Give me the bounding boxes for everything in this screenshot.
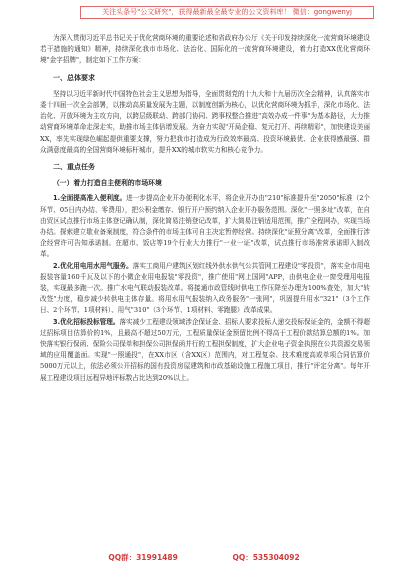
task-item-2-body: 落实工商用户建筑区划红线外供水供气公共管网工程建设"零投资"，落实全市用电报装容量160千瓦及以下的小微企业用电报装"零投资"，推广使用"网上国网"APP，由供电企业一窗受理用电报装，实现最多跑一次。推广水电气联动报装改革。将接通市政管线时供电工作压降至办理为100%查处，加大"转改签"力度，稳步减少转供电主体存量。将用水用气报装纳入政务服务"一张网"，巩固提升用水"321"（3个工作日、2个环节、1项材料）、用气"310"（3个环节、1项材料、零跑腿）改革成果。: [40, 261, 370, 315]
footer-contact: [0, 552, 408, 563]
task-item-3-lead: 3.优化招标投标管理。: [53, 317, 120, 326]
intro-paragraph: 为深入贯彻习近平总书记关于优化营商环境的重要论述和省政府办公厅《关于印发持续深化一流营商环境建设若干措施的通知》精神，持续深化我市市场化、法治化、国际化的一流营商环境建设，着力打造XX优化营商环境"金字招牌"，制定如下工作方案：: [40, 34, 370, 65]
general-requirements-paragraph: 坚持以习近平新时代中国特色社会主义思想为指导，全面贯彻党的十九大和十九届历次全会精神，认真落实市委十四届一次全会部署，以推动高质量发展为主题，以制度创新为核心，以优化营商环境为抓手，深化市场化、法治化、开放环境为主攻方向，以跨层级联动、跨部门协同、跨事权整合推进"高效办成一件事"为基本路径，大力推动营商环境革命走深走实，助推市场主体倍增发展。为奋力实现"开局企稳、复元打开、再续精彩"，加快建设美丽XX，率先实现绿色崛起提供重要支撑，努力把我市打造成为行政效率最高、投资环境最优、企业获得感最强、群众满意度最高的全国营商环境标杆城市，提升XX的城市软实力和核心竞争力。: [40, 89, 370, 154]
task-item-3-body: 落实减少工程建设领域涉企保证金、招标人要求投标人递交投标保证金的，金额不得超过招标项目估算价的1%，且最高不超过50万元，工程质量保证金预留比例不得高于工程价款结算总额的1%。加快落实银行保函、保险公司保单和担保公司担保函并行的工程担保制度，扩大企业电子资金执照在公共资源交易领域的应用覆盖面。实现"一照通投"，在XX市区（含XX区）范围内，对工程复杂、技术难度高或单项合同估算价5000万元以上，依法必须公开招标的国有投资房屋建筑和市政基础设施工程施工项目，推行"评定分离"。每年开展工程建设项目远程异地评标数占比达到20%以上。: [40, 317, 370, 382]
section-heading-general: 一、总体要求: [53, 73, 95, 82]
task-item-2: [40, 261, 370, 317]
header-banner: 关注头条号"公文研究"，获得最新最全最专业的公文资料库！ 微信：gongwenyj: [80, 6, 374, 19]
task-item-1: [40, 193, 370, 260]
footer-qq: QQ：535304092: [232, 553, 300, 562]
document-body: [40, 33, 370, 384]
task-item-3: [40, 317, 370, 384]
task-item-1-body: 进一步提高企业开办便利化水平，将企业开办由"210"标准提升至"2050"标准（2个环节、05日内办结、零费用），把公积金缴存、银行开户预约纳入企业开办服务范围。深化"一照多址"改革，在自由贸区试点推行市场主体登记确认制，深化简易注销登记改革，扩大简易注销适用范围，推广全程网办，实现当场办结。探索建立歇业备案制度，符合条件的市场主体可自主决定暂停经营。持续深化"证照分离"改革，全面推行涉企经营许可告知承诺制。在超市、饭店等19个行业大力推行"一业一证"改革，试点推行市场准营承诺即入制改革。: [40, 194, 370, 259]
section-heading-tasks: 二、重点任务: [53, 163, 95, 172]
footer-qq-group: QQ群：31991489: [108, 553, 178, 562]
task-item-1-lead: 1.全面提高准入便利度。: [53, 194, 127, 203]
task-item-2-lead: 2.优化用电用水用气服务。: [53, 261, 133, 270]
subsection-heading-market: （一）着力打造自主便利的市场环境: [53, 179, 162, 188]
